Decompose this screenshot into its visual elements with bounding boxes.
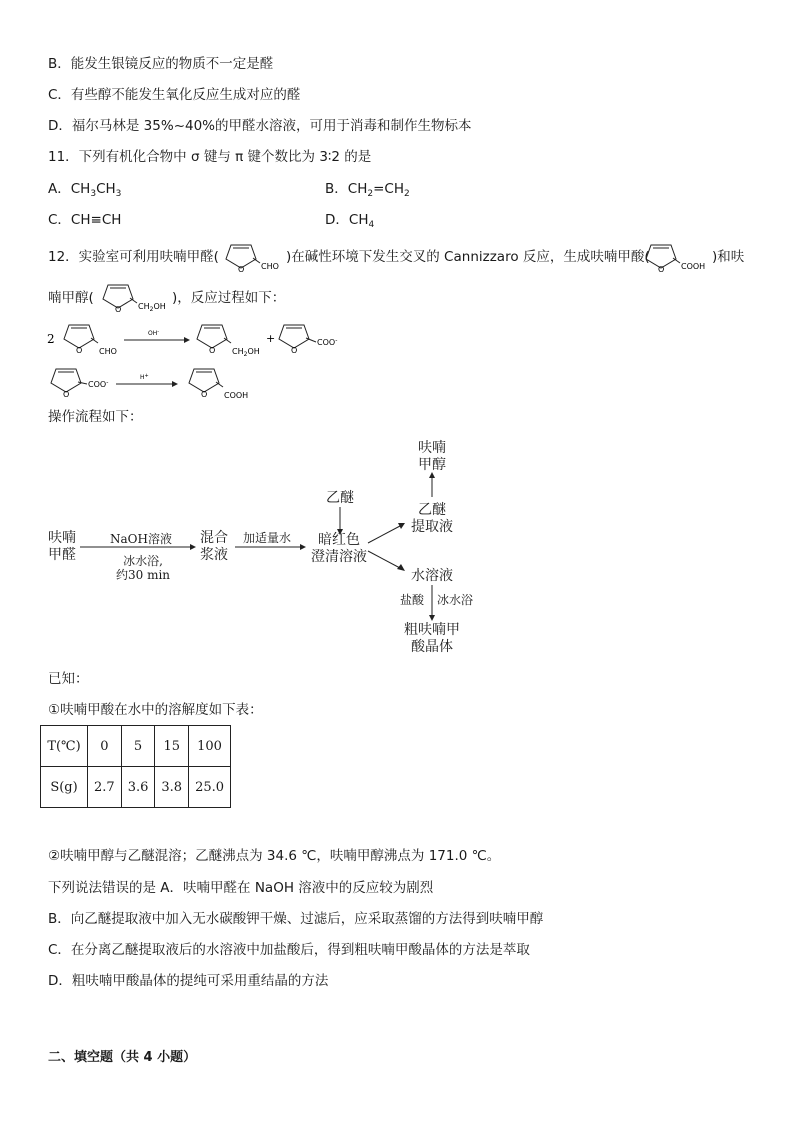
svg-text:CHO: CHO	[261, 262, 279, 271]
flow-dark-red-solution: 暗红色 澄清溶液	[311, 532, 367, 565]
flow-ether: 乙醚	[326, 490, 354, 506]
table-cell: 0	[88, 726, 122, 767]
q10-option-c: C．有些醇不能发生氧化反应生成对应的醛	[48, 87, 301, 103]
table-cell: 5	[121, 726, 155, 767]
flow-crude-acid-crystal: 粗呋喃甲 酸晶体	[404, 622, 460, 655]
solubility-table	[40, 725, 231, 808]
svg-text:O: O	[658, 265, 665, 274]
flow-hcl-label: 盐酸	[400, 593, 425, 607]
q12-stem-part1: 12．实验室可利用呋喃甲醛(	[48, 249, 219, 265]
flow-condition-1: 冰水浴, 约30 min	[115, 554, 171, 582]
q12-stem-part4: 喃甲醇(	[48, 290, 94, 306]
table-row	[41, 726, 231, 767]
flow-furfuryl-alcohol: 呋喃 甲醇	[418, 440, 446, 473]
flow-naoh-label: NaOH溶液	[110, 532, 172, 546]
flow-intro: 操作流程如下：	[48, 409, 143, 425]
table-cell: 3.8	[155, 767, 189, 808]
flow-add-water-label: 加适量水	[243, 531, 292, 545]
svg-text:2: 2	[47, 332, 55, 346]
flow-ether-extract: 乙醚 提取液	[411, 502, 453, 535]
q11-option-c: C．CH≡CH	[48, 212, 122, 228]
q11-option-d: D．$CH_4$	[325, 212, 375, 230]
table-row	[41, 767, 231, 808]
section-heading: 二、填空题（共 4 小题）	[48, 1050, 197, 1065]
q12-stem-part5: )，反应过程如下：	[172, 290, 286, 306]
q10-option-b: B．能发生银镜反应的物质不一定是醛	[48, 56, 274, 72]
svg-text:O: O	[238, 265, 245, 274]
q11-stem: 11．下列有机化合物中 σ 键与 π 键个数比为 3∶2 的是	[48, 149, 372, 165]
known-heading: 已知：	[48, 671, 89, 687]
table-header-t: T(℃)	[41, 726, 88, 767]
q11-option-a: A．$CH_3CH_3$	[48, 181, 122, 199]
table-cell: 25.0	[189, 767, 231, 808]
reaction-1	[44, 316, 364, 366]
svg-text:+: +	[266, 332, 276, 345]
svg-text:O: O	[115, 305, 122, 314]
svg-text:H+: H+	[140, 373, 149, 381]
flow-aqueous-solution: 水溶液	[411, 568, 453, 584]
svg-text:O: O	[63, 390, 70, 399]
q10-option-d: D．福尔马林是 35%~40%的甲醛水溶液，可用于消毒和制作生物标本	[48, 118, 472, 134]
q12-stem-part3: )和呋	[712, 249, 745, 265]
furfural-structure	[218, 236, 288, 274]
svg-text:COOH: COOH	[681, 262, 706, 271]
flow-ice-bath-label: 冰水浴	[437, 593, 474, 607]
q12-option-d: D．粗呋喃甲酸晶体的提纯可采用重结晶的方法	[48, 973, 329, 989]
furoic-acid-structure	[638, 236, 714, 274]
known-item-2: ②呋喃甲醇与乙醚混溶；乙醚沸点为 34.6 ℃，呋喃甲醇沸点为 171.0 ℃。	[48, 848, 501, 864]
svg-text:COO-: COO-	[317, 337, 338, 347]
svg-text:O: O	[209, 346, 216, 355]
svg-text:O: O	[291, 346, 298, 355]
reaction-2	[44, 360, 274, 405]
svg-text:O: O	[76, 346, 83, 355]
flow-slurry: 混合 浆液	[200, 530, 228, 563]
table-header-s: S(g)	[41, 767, 88, 808]
svg-text:OH-: OH-	[148, 329, 160, 337]
known-item-1: ①呋喃甲酸在水中的溶解度如下表：	[48, 702, 263, 718]
table-cell: 3.6	[121, 767, 155, 808]
svg-text:CH2OH: $CH_2OH$	[138, 302, 166, 313]
q12-stem-part2: )在碱性环境下发生交叉的 Cannizzaro 反应，生成呋喃甲酸(	[286, 249, 650, 265]
furfuryl-alcohol-structure	[95, 276, 175, 314]
svg-text:COO-: COO-	[88, 379, 109, 389]
q12-option-a: 下列说法错误的是 A．呋喃甲醛在 NaOH 溶液中的反应较为剧烈	[48, 880, 434, 896]
q12-option-c: C．在分离乙醚提取液后的水溶液中加盐酸后，得到粗呋喃甲酸晶体的方法是萃取	[48, 942, 530, 958]
q12-option-b: B．向乙醚提取液中加入无水碳酸钾干燥、过滤后，应采取蒸馏的方法得到呋喃甲醇	[48, 911, 544, 927]
flow-furfural: 呋喃 甲醛	[48, 530, 76, 563]
svg-text:COOH: COOH	[224, 391, 249, 400]
table-cell: 2.7	[88, 767, 122, 808]
svg-text:CH2OH: $CH_2OH$	[232, 347, 260, 358]
svg-text:CHO: CHO	[99, 347, 117, 356]
table-cell: 15	[155, 726, 189, 767]
q11-option-b: B．$CH_2=CH_2$	[325, 181, 410, 199]
svg-text:O: O	[201, 390, 208, 399]
table-cell: 100	[189, 726, 231, 767]
